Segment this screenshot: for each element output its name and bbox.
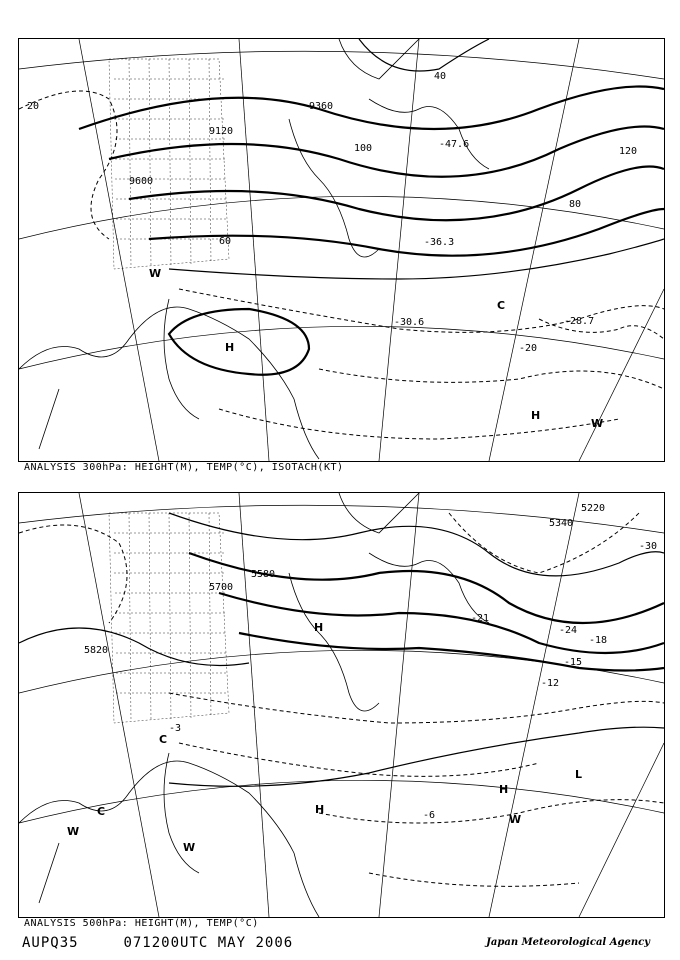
warm-center-symbol: W [183,841,196,854]
warm-center-symbol: W [509,813,522,826]
high-center-symbol: H [225,341,235,354]
temp-label: -15 [564,657,583,668]
temp-label: -6 [423,810,436,821]
height-label: 5340 [549,518,574,529]
caption-500hpa: ANALYSIS 500hPa: HEIGHT(M), TEMP(°C) [24,918,259,929]
height-label: 9120 [209,126,234,137]
temp-label: -30.6 [394,317,425,328]
contour-labels-500 [84,503,657,821]
cold-center-symbol: C [159,733,168,746]
warm-center-symbol: W [591,417,604,430]
isotach-label: 120 [619,146,638,157]
chart-title [22,935,293,951]
temp-label: -24 [559,625,578,636]
temp-label: -3 [169,723,182,734]
height-label: 5820 [84,645,109,656]
isotach-label: 60 [219,236,232,247]
high-center-symbol: H [315,803,325,816]
analysis-map-300hpa [18,38,665,462]
cold-center-symbol: C [97,805,106,818]
high-center-symbol: H [314,621,324,634]
height-label: 5700 [209,582,234,593]
isotach-label: 40 [434,71,447,82]
caption-300hpa: ANALYSIS 300hPa: HEIGHT(M), TEMP(°C), ISOTACH(KT) [24,462,344,473]
height-contours [19,513,664,786]
temp-label: -12 [541,678,560,689]
isotach-label: 20 [27,101,40,112]
warm-center-symbol: W [149,267,162,280]
height-label: 9600 [129,176,154,187]
temperature-contours [19,513,664,886]
isotach-label: 100 [354,143,373,154]
height-label: 9360 [309,101,334,112]
map-500hpa-canvas [19,493,664,917]
temperature-contours [19,91,664,439]
analysis-map-500hpa [18,492,665,918]
hatched-region [109,513,229,723]
valid-time: 071200UTC MAY 2006 [123,935,294,951]
temp-label: -20 [519,343,538,354]
cold-center-symbol: C [497,299,506,312]
latlon-grid [19,39,664,461]
temp-label: -47.6 [439,139,470,150]
height-label: 5580 [251,569,276,580]
height-label: 5220 [581,503,606,514]
chart-code: AUPQ35 [22,935,79,951]
agency-credit: Japan Meteorological Agency [486,937,650,948]
temp-label: -18 [589,635,608,646]
latlon-grid [19,493,664,917]
isotach-label: 80 [569,199,582,210]
temp-label: -30 [639,541,658,552]
map-300hpa-canvas [19,39,664,461]
low-center-symbol: L [575,768,583,781]
temp-label: -36.3 [424,237,455,248]
high-center-symbol: H [531,409,541,422]
temp-label: -28.7 [564,316,595,327]
warm-center-symbol: W [67,825,80,838]
high-center-symbol: H [499,783,509,796]
temp-label: -21 [471,613,490,624]
